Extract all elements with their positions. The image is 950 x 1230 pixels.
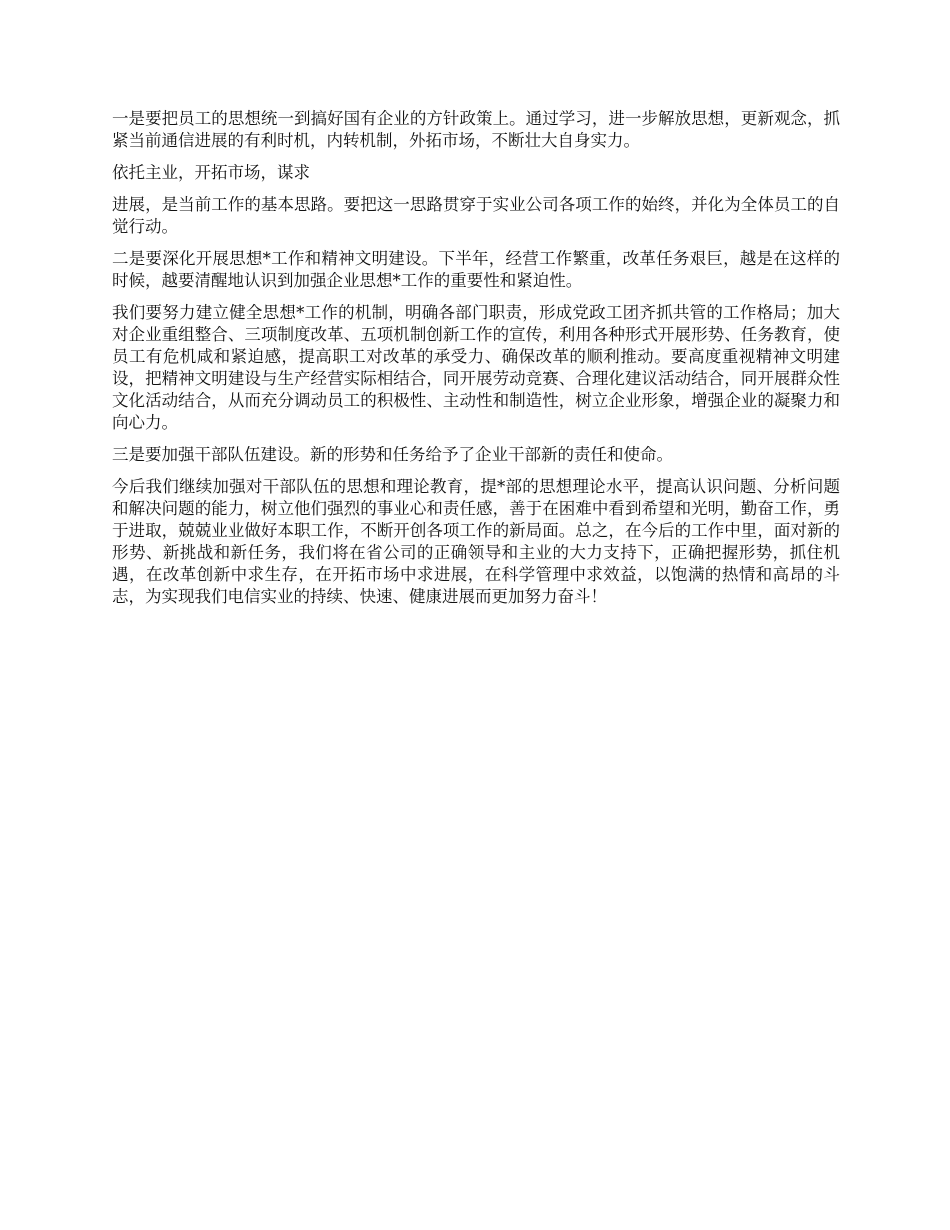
paragraph-2: 依托主业，开拓市场，谋求 [112,163,310,182]
paragraph-4: 二是要深化开展思想*工作和精神文明建设。下半年，经营工作繁重，改革任务艰巨，越是在这样的时候，越要清醒地认识到加强企业思想*工作的重要性和紧迫性。 [112,249,840,290]
paragraph-3: 进展，是当前工作的基本思路。要把这一思路贯穿于实业公司各项工作的始终，并化为全体员工的自觉行动。 [112,195,840,236]
paragraph-7: 今后我们继续加强对干部队伍的思想和理论教育，提*部的思想理论水平，提高认识问题、分析问题和解决问题的能力，树立他们强烈的事业心和责任感，善于在困难中看到希望和光明，勤奋工作，勇于进取，兢兢业业做好本职工作，不断开创各项工作的新局面。总之，在今后的工作中里，面对新的形势、新挑战和新任务，我们将在省公司的正确领导和主业的大力支持下，正确把握形势，抓住机遇，在改革创新中求生存，在开拓市场中求进展，在科学管理中求效益，以饱满的热情和高昂的斗志，为实现我们电信实业的持续、快速、健康进展而更加努力奋斗！ [112,477,840,606]
paragraph-5: 我们要努力建立健全思想*工作的机制，明确各部门职责，形成党政工团齐抓共管的工作格局；加大对企业重组整合、三项制度改革、五项机制创新工作的宣传，利用各种形式开展形势、任务教育，使员工有危机咸和紧迫感，提高职工对改革的承受力、确保改革的顺利推动。要高度重视精神文明建设，把精神文明建设与生产经营实际相结合，同开展劳动竞赛、合理化建议活动结合，同开展群众性文化活动结合，从而充分调动员工的积极性、主动性和制造性，树立企业形象，增强企业的凝聚力和向心力。 [112,303,840,432]
document-body [112,108,840,618]
paragraph-6: 三是要加强干部队伍建设。新的形势和任务给予了企业干部新的责任和使命。 [112,445,673,464]
paragraph-1: 一是要把员工的思想统一到搞好国有企业的方针政策上。通过学习，进一步解放思想，更新观念，抓紧当前通信进展的有利时机，内转机制，外拓市场，不断壮大自身实力。 [112,109,840,150]
